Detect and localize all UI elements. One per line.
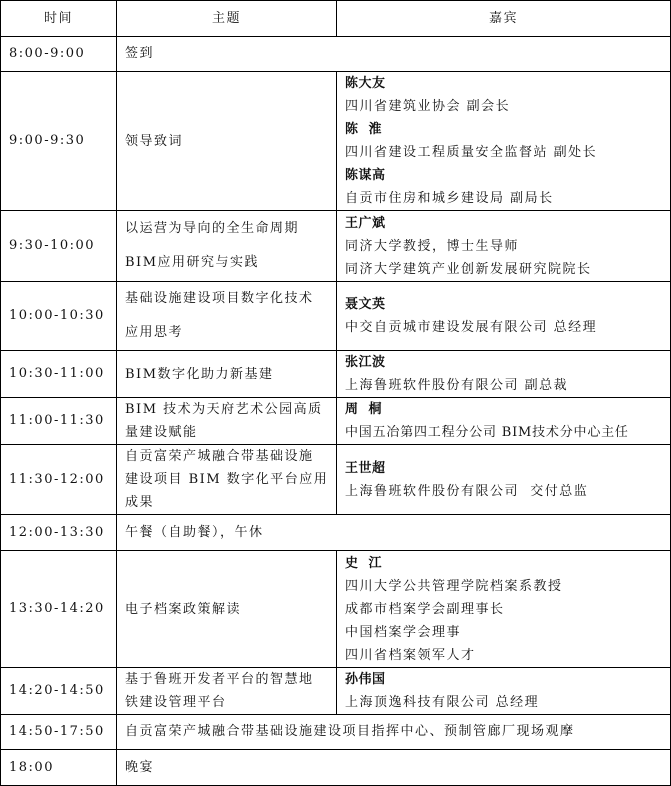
- topic-line: 量建设赋能: [125, 425, 198, 440]
- guest-title: 中国档案学会理事: [345, 624, 462, 640]
- topic-line: 电子档案政策解读: [125, 601, 242, 617]
- topic-line: 自贡富荣产城融合带基础设施: [125, 449, 314, 464]
- time-cell: 13:30-14:20: [1, 551, 117, 668]
- guest-title: 上海鲁班软件股份有限公司 副总裁: [345, 378, 569, 393]
- time-cell: 9:30-10:00: [1, 211, 117, 282]
- topic-cell: [117, 445, 337, 515]
- topic-cell: [117, 551, 337, 668]
- guest-name: 周 桐: [345, 402, 383, 417]
- guest-cell: [337, 551, 671, 668]
- guest-title: 上海顶逸科技有限公司 总经理: [345, 695, 540, 710]
- topic-cell: 晚宴: [117, 750, 671, 786]
- table-row: [1, 282, 671, 351]
- time-cell: 14:20-14:50: [1, 668, 117, 715]
- guest-name: 陈谋高: [345, 168, 386, 183]
- topic-line: 建设项目 BIM 数字化平台应用: [125, 472, 329, 487]
- header-topic: 主题: [117, 1, 337, 37]
- table-row: [1, 515, 671, 551]
- guest-title: 四川省建筑业协会 副会长: [345, 99, 511, 114]
- topic-cell: 签到: [117, 37, 671, 72]
- topic-line: 领导致词: [125, 133, 184, 149]
- topic-cell: [117, 398, 337, 445]
- time-cell: 11:30-12:00: [1, 445, 117, 515]
- topic-cell: [117, 282, 337, 351]
- guest-title: 自贡市住房和城乡建设局 副局长: [345, 191, 554, 206]
- guest-name: 王广斌: [345, 215, 386, 231]
- guest-title: 中交自贡城市建设发展有限公司 总经理: [345, 320, 598, 335]
- time-cell: 18:00: [1, 750, 117, 786]
- table-row: [1, 445, 671, 515]
- topic-cell: 午餐（自助餐），午休: [117, 515, 671, 551]
- guest-name: 张江波: [345, 355, 386, 370]
- table-row: [1, 750, 671, 786]
- guest-title: 同济大学建筑产业创新发展研究院院长: [345, 261, 592, 277]
- guest-title: 成都市档案学会副理事长: [345, 601, 505, 617]
- time-cell: 11:00-11:30: [1, 398, 117, 445]
- guest-title: 四川省建设工程质量安全监督站 副处长: [345, 145, 598, 160]
- topic-line: BIM 技术为天府艺术公园高质: [125, 402, 323, 417]
- header-time: 时间: [1, 1, 117, 37]
- topic-line: BIM应用研究与实践: [125, 255, 259, 270]
- header-guest: 嘉宾: [337, 1, 671, 37]
- guest-cell: [337, 668, 671, 715]
- topic-line: 应用思考: [125, 325, 184, 340]
- guest-name: 聂文英: [345, 297, 386, 312]
- guest-cell: [337, 211, 671, 282]
- guest-name: 陈大友: [345, 76, 386, 91]
- topic-cell: 自贡富荣产城融合带基础设施建设项目指挥中心、预制管廊厂现场观摩: [117, 715, 671, 750]
- guest-name: 孙伟国: [345, 672, 386, 687]
- time-cell: 10:30-11:00: [1, 351, 117, 398]
- table-row: [1, 351, 671, 398]
- table-row: [1, 37, 671, 72]
- guest-cell: [337, 72, 671, 211]
- time-cell: 9:00-9:30: [1, 72, 117, 211]
- topic-line: 以运营为导向的全生命周期: [125, 221, 300, 236]
- time-cell: 12:00-13:30: [1, 515, 117, 551]
- guest-cell: [337, 445, 671, 515]
- time-cell: 14:50-17:50: [1, 715, 117, 750]
- topic-line: 成果: [125, 495, 155, 510]
- table-row: [1, 211, 671, 282]
- guest-title: 上海鲁班软件股份有限公司 交付总监: [345, 483, 589, 499]
- guest-title: 同济大学教授，博士生导师: [345, 238, 520, 254]
- table-row: [1, 551, 671, 668]
- topic-cell: [117, 211, 337, 282]
- table-row: [1, 715, 671, 750]
- time-cell: 10:00-10:30: [1, 282, 117, 351]
- time-cell: 8:00-9:00: [1, 37, 117, 72]
- guest-cell: [337, 398, 671, 445]
- guest-cell: [337, 282, 671, 351]
- topic-line: 铁建设管理平台: [125, 695, 227, 710]
- guest-title: 中国五冶第四工程分公司 BIM技术分中心主任: [345, 425, 629, 440]
- table-row: [1, 668, 671, 715]
- topic-cell: [117, 351, 337, 398]
- topic-line: 基础设施建设项目数字化技术: [125, 291, 314, 306]
- topic-cell: [117, 668, 337, 715]
- table-row: [1, 72, 671, 211]
- guest-name: 史 江: [345, 555, 383, 571]
- guest-name: 王世超: [345, 460, 386, 476]
- topic-cell: [117, 72, 337, 211]
- table-row: [1, 398, 671, 445]
- guest-title: 四川省档案领军人才: [345, 647, 476, 663]
- topic-line: 基于鲁班开发者平台的智慧地: [125, 672, 314, 687]
- guest-cell: [337, 351, 671, 398]
- header-row: [1, 1, 671, 37]
- guest-title: 四川大学公共管理学院档案系教授: [345, 578, 563, 594]
- topic-line: BIM数字化助力新基建: [125, 366, 274, 382]
- guest-name: 陈 淮: [345, 122, 383, 137]
